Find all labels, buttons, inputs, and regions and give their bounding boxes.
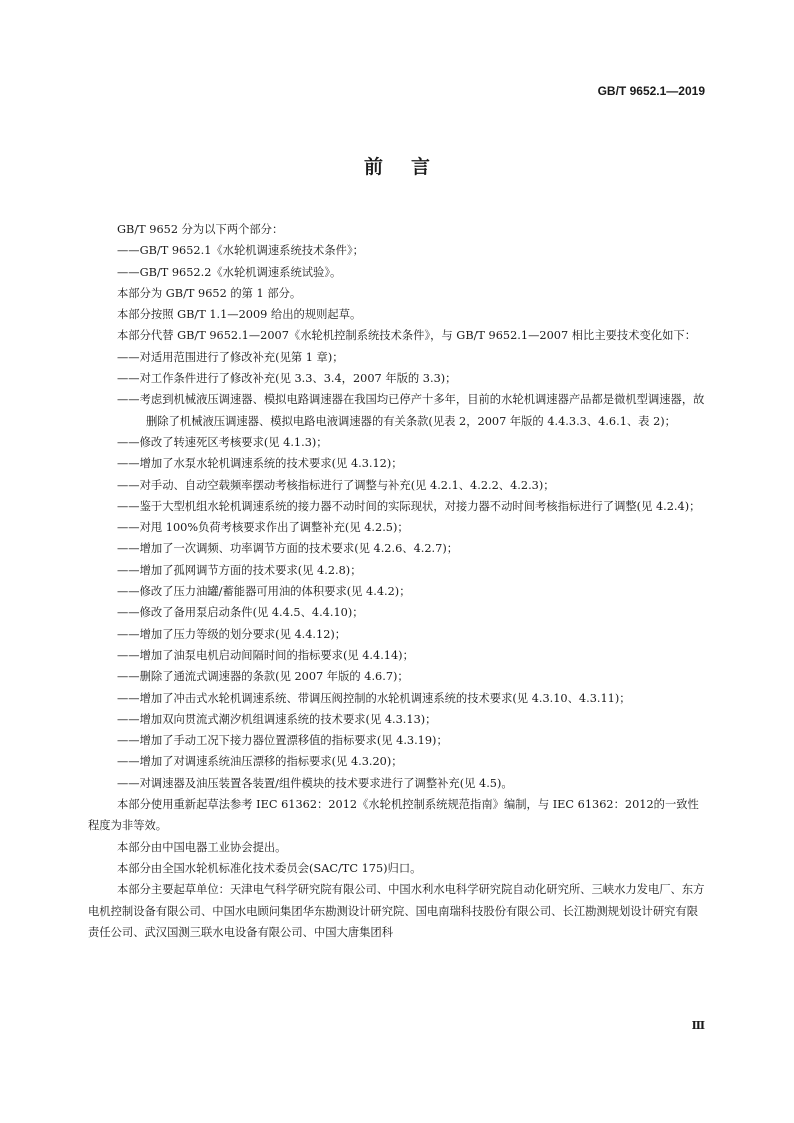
page-title: 前言 — [363, 156, 458, 178]
list-item: ——对甩 100%负荷考核要求作出了调整补充(见 4.2.5)； — [117, 521, 409, 535]
page-number: Ⅲ — [691, 1019, 705, 1032]
parts-list — [88, 240, 706, 283]
paragraph-parts-intro: GB/T 9652 分为以下两个部分： — [117, 223, 284, 236]
list-item: ——对调速器及油压装置各装置/组件模块的技术要求进行了调整补充(见 4.5)。 — [117, 776, 513, 790]
list-item: ——修改了转速死区考核要求(见 4.1.3)； — [117, 435, 328, 449]
paragraph-proposer: 本部分由中国电器工业协会提出。 — [117, 840, 287, 854]
list-item: ——考虑到机械液压调速器、模拟电路调速器在我国均已停产十多年，目前的水轮机调速器产品都是微机型调速器，故删除了机械液压调速器、模拟电路电液调速器的有关条款(见表 2，2007 年版的 4.4.3.3、4.6.1、表 2)； — [117, 393, 705, 428]
paragraph-drafting-rules: 本部分按照 GB/T 1.1—2009 给出的规则起草。 — [117, 308, 362, 322]
list-item: ——对工作条件进行了修改补充(见 3.3、3.4，2007 年版的 3.3)； — [117, 372, 457, 386]
changes-list — [88, 347, 706, 794]
list-item: ——修改了备用泵启动条件(见 4.4.5、4.4.10)； — [117, 606, 364, 620]
list-item: ——GB/T 9652.2《水轮机调速系统试验》。 — [117, 265, 342, 279]
list-item: ——删除了通流式调速器的条款(见 2007 年版的 4.6.7)； — [117, 670, 409, 684]
foreword-body — [88, 219, 706, 943]
list-item: ——增加了对调速系统油压漂移的指标要求(见 4.3.20)； — [117, 755, 403, 769]
list-item: ——增加了水泵水轮机调速系统的技术要求(见 4.3.12)； — [117, 457, 403, 471]
list-item: ——增加了油泵电机启动间隔时间的指标要求(见 4.4.14)； — [117, 648, 414, 662]
list-item: ——对适用范围进行了修改补充(见第 1 章)； — [117, 350, 344, 364]
list-item: ——对手动、自动空载频率摆动考核指标进行了调整与补充(见 4.2.1、4.2.2、4.2.3)； — [117, 478, 555, 492]
list-item: ——增加双向贯流式潮汐机组调速系统的技术要求(见 4.3.13)； — [117, 712, 437, 726]
list-item: ——增加了冲击式水轮机调速系统、带调压阀控制的水轮机调速系统的技术要求(见 4.3.10、4.3.11)； — [117, 691, 631, 705]
list-item: ——鉴于大型机组水轮机调速系统的接力器不动时间的实际现状，对接力器不动时间考核指标进行了调整(见 4.2.4)； — [117, 499, 701, 513]
paragraph-committee: 本部分由全国水轮机标准化技术委员会(SAC/TC 175)归口。 — [117, 861, 422, 875]
list-item: ——增加了压力等级的划分要求(见 4.4.12)； — [117, 627, 347, 641]
document-number: GB/T 9652.1—2019 — [597, 84, 705, 98]
paragraph-replacement: 本部分代替 GB/T 9652.1—2007《水轮机控制系统技术条件》，与 GB/T 9652.1—2007 相比主要技术变化如下： — [117, 329, 696, 343]
paragraph-iec-reference: 本部分使用重新起草法参考 IEC 61362：2012《水轮机控制系统规范指南》编制，与 IEC 61362：2012的一致性程度为非等效。 — [88, 798, 699, 833]
list-item: ——增加了孤网调节方面的技术要求(见 4.2.8)； — [117, 563, 362, 577]
list-item: ——GB/T 9652.1《水轮机调速系统技术条件》； — [117, 244, 364, 258]
list-item: ——增加了一次调频、功率调节方面的技术要求(见 4.2.6、4.2.7)； — [117, 542, 459, 556]
list-item: ——增加了手动工况下接力器位置漂移值的指标要求(见 4.3.19)； — [117, 734, 448, 748]
list-item: ——修改了压力油罐/蓄能器可用油的体积要求(见 4.4.2)； — [117, 585, 411, 599]
paragraph-drafting-units: 本部分主要起草单位：天津电气科学研究院有限公司、中国水利水电科学研究院自动化研究所、三峡水力发电厂、东方电机控制设备有限公司、中国水电顾问集团华东勘测设计研究院、国电南瑞科技股份有限公司、长江勘测规划设计研究有限责任公司、武汉国测三联水电设备有限公司、中国大唐集团科 — [88, 883, 705, 939]
paragraph-part-number: 本部分为 GB/T 9652 的第 1 部分。 — [117, 286, 302, 300]
